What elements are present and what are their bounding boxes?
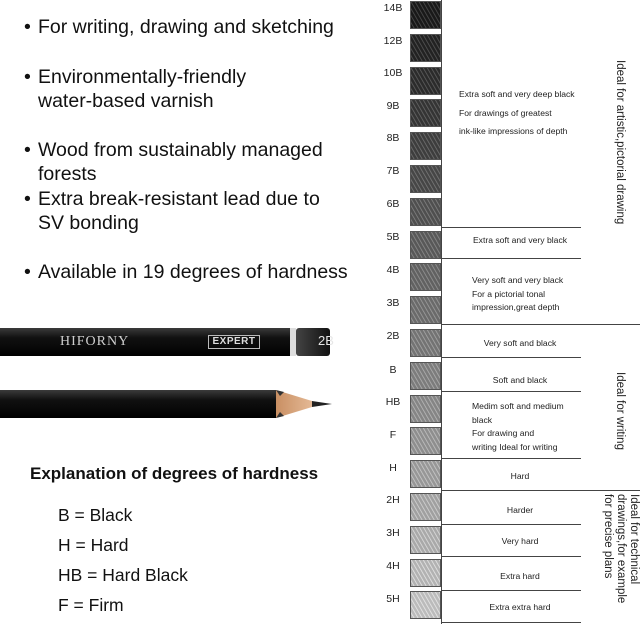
feature-text: Available in 19 degrees of hardness bbox=[38, 261, 348, 283]
grade-label: B bbox=[389, 364, 397, 376]
bullet-icon: • bbox=[24, 139, 31, 161]
graphite-swatch bbox=[410, 99, 441, 127]
graphite-swatch bbox=[410, 493, 441, 521]
grade-label: 7B bbox=[386, 165, 400, 177]
table-divider bbox=[441, 0, 442, 624]
sharpened-pencil-icon bbox=[0, 388, 332, 420]
description-2h: Harder bbox=[506, 505, 534, 515]
section-divider bbox=[441, 324, 640, 325]
side-label-writing: Ideal for writing bbox=[614, 372, 626, 450]
grade-label: 2H bbox=[386, 494, 400, 506]
grade-label: 5B bbox=[386, 231, 400, 243]
definition-item: HB = Hard Black bbox=[58, 565, 188, 585]
description-soft-deep bbox=[459, 88, 575, 139]
description-line: black bbox=[472, 414, 493, 425]
side-label-technical-3: for precise plans bbox=[602, 494, 614, 579]
graphite-swatch bbox=[410, 1, 441, 29]
grade-label: 8B bbox=[386, 132, 400, 144]
graphite-swatch bbox=[410, 34, 441, 62]
description-line: For drawings of greatest bbox=[459, 107, 552, 118]
description-4b-3b bbox=[472, 274, 563, 315]
description-line: Extra soft and very deep black bbox=[459, 89, 575, 99]
graphite-swatch bbox=[410, 460, 441, 488]
side-label-artistic: Ideal for artistic,pictorial drawing bbox=[614, 60, 626, 225]
definition-item: B = Black bbox=[58, 505, 133, 525]
bullet-icon: • bbox=[24, 16, 31, 38]
description-5b: Extra soft and very black bbox=[472, 235, 568, 245]
description-line: Medim soft and medium bbox=[472, 401, 564, 411]
grade-label: 3B bbox=[386, 297, 400, 309]
graphite-swatch bbox=[410, 427, 441, 455]
graphite-swatch bbox=[410, 395, 441, 423]
row-divider bbox=[441, 458, 581, 459]
graphite-swatch bbox=[410, 329, 441, 357]
definition-item: H = Hard bbox=[58, 535, 129, 555]
description-4h: Extra hard bbox=[500, 571, 540, 581]
row-divider bbox=[441, 258, 581, 259]
feature-item bbox=[24, 260, 348, 284]
bullet-icon: • bbox=[24, 66, 31, 88]
definition-item: F = Firm bbox=[58, 595, 124, 615]
graphite-swatch bbox=[410, 526, 441, 554]
graphite-swatch bbox=[410, 132, 441, 160]
section-divider bbox=[441, 490, 640, 491]
grade-label: H bbox=[389, 462, 397, 474]
row-divider bbox=[441, 590, 581, 591]
description-line: For drawing and bbox=[472, 428, 535, 438]
grade-label: 5H bbox=[386, 593, 400, 605]
feature-text: Wood from sustainably managed forests bbox=[38, 139, 323, 185]
graphite-swatch bbox=[410, 165, 441, 193]
description-hb-f bbox=[472, 400, 564, 454]
graphite-swatch bbox=[410, 559, 441, 587]
grade-label: 2B bbox=[386, 330, 400, 342]
pencil-line-label: EXPERT bbox=[208, 335, 260, 349]
grade-label: 4H bbox=[386, 560, 400, 572]
bullet-icon: • bbox=[24, 261, 31, 283]
grade-label: F bbox=[389, 429, 397, 441]
graphite-swatch bbox=[410, 362, 441, 390]
pencil-top-image bbox=[0, 326, 334, 358]
grade-labels bbox=[378, 0, 410, 624]
row-divider bbox=[441, 357, 581, 358]
feature-item bbox=[24, 187, 320, 235]
grade-label: 6B bbox=[386, 198, 400, 210]
feature-item bbox=[24, 65, 246, 113]
pencil-body-icon bbox=[0, 326, 330, 358]
grade-label: 14B bbox=[383, 2, 403, 14]
graphite-swatch bbox=[410, 198, 441, 226]
description-line: impression,great depth bbox=[472, 302, 560, 312]
pencil-brand: HIFORNY bbox=[60, 334, 130, 349]
side-label-technical-1: Ideal for technical bbox=[628, 494, 640, 585]
grade-label: 9B bbox=[386, 100, 400, 112]
description-3h: Very hard bbox=[501, 536, 539, 546]
grade-label: 10B bbox=[383, 67, 403, 79]
grade-label: 12B bbox=[383, 35, 403, 47]
row-divider bbox=[441, 622, 581, 623]
grade-label: 3H bbox=[386, 527, 400, 539]
graphite-swatch bbox=[410, 263, 441, 291]
description-b: Soft and black bbox=[492, 375, 548, 385]
description-line: Very soft and very black bbox=[472, 275, 564, 285]
graphite-swatch bbox=[410, 67, 441, 95]
explanation-title: Explanation of degrees of hardness bbox=[30, 464, 319, 483]
description-line: ink-like impressions of depth bbox=[459, 126, 568, 136]
row-divider bbox=[441, 556, 581, 557]
feature-list bbox=[0, 0, 380, 300]
description-5h: Extra extra hard bbox=[489, 602, 551, 612]
grade-label: HB bbox=[385, 396, 401, 408]
graphite-swatch bbox=[410, 591, 441, 619]
grade-label: 4B bbox=[386, 264, 400, 276]
description-h: Hard bbox=[510, 471, 530, 481]
row-divider bbox=[441, 227, 581, 228]
feature-item bbox=[24, 138, 380, 186]
graphite-swatch bbox=[410, 231, 441, 259]
bullet-icon: • bbox=[24, 188, 31, 210]
feature-item bbox=[24, 15, 334, 39]
feature-text: Extra break-resistant lead due to SV bonding bbox=[38, 188, 320, 234]
row-divider bbox=[441, 524, 581, 525]
feature-text: Environmentally-friendly water-based varnish bbox=[38, 66, 247, 112]
feature-text: For writing, drawing and sketching bbox=[38, 16, 334, 38]
description-line: writing Ideal for writing bbox=[472, 441, 558, 452]
row-divider bbox=[441, 391, 581, 392]
description-2b: Very soft and black bbox=[483, 338, 557, 348]
graphite-swatch bbox=[410, 296, 441, 324]
pencil-grade: 2B bbox=[318, 333, 334, 348]
description-line: For a pictorial tonal bbox=[472, 288, 546, 299]
side-label-technical-2: drawings,for example bbox=[615, 494, 627, 604]
pencil-bottom-image bbox=[0, 388, 332, 420]
